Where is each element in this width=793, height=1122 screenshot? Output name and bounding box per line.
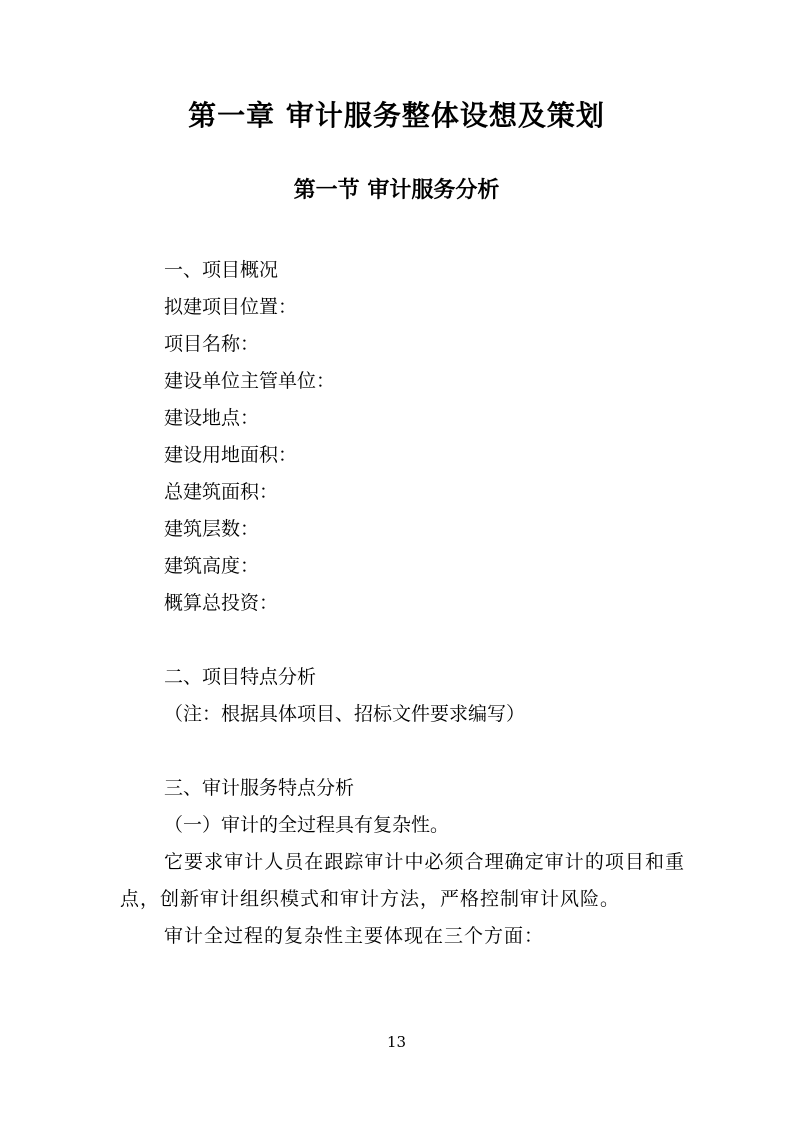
field-project-name: 项目名称： [164, 333, 260, 355]
field-competent-unit: 建设单位主管单位： [164, 370, 336, 392]
field-building-height: 建筑高度： [164, 555, 260, 577]
audit-paragraph-1: 它要求审计人员在跟踪审计中必须合理确定审计的项目和重点，创新审计组织模式和审计方法，严格控制审计风险。 [120, 851, 685, 910]
field-total-investment: 概算总投资： [164, 592, 279, 614]
section-title: 第一节 审计服务分析 [293, 178, 500, 203]
field-total-floor-area: 总建筑面积： [164, 481, 279, 503]
spacer [120, 622, 685, 659]
field-land-area: 建设用地面积： [164, 444, 298, 466]
spacer [120, 733, 685, 770]
document-body [120, 252, 685, 955]
page-number: 13 [386, 1033, 407, 1051]
audit-features-subheading: （一）审计的全过程具有复杂性。 [164, 814, 450, 836]
features-note: （注：根据具体项目、招标文件要求编写） [164, 703, 526, 725]
field-floor-count: 建筑层数： [164, 518, 260, 540]
chapter-title: 第一章 审计服务整体设想及策划 [188, 99, 605, 132]
field-project-location: 拟建项目位置： [164, 296, 298, 318]
features-heading: 二、项目特点分析 [164, 666, 317, 688]
audit-paragraph-2: 审计全过程的复杂性主要体现在三个方面： [164, 925, 545, 947]
overview-heading: 一、项目概况 [164, 259, 279, 281]
audit-features-heading: 三、审计服务特点分析 [164, 777, 355, 799]
field-construction-site: 建设地点： [164, 407, 260, 429]
